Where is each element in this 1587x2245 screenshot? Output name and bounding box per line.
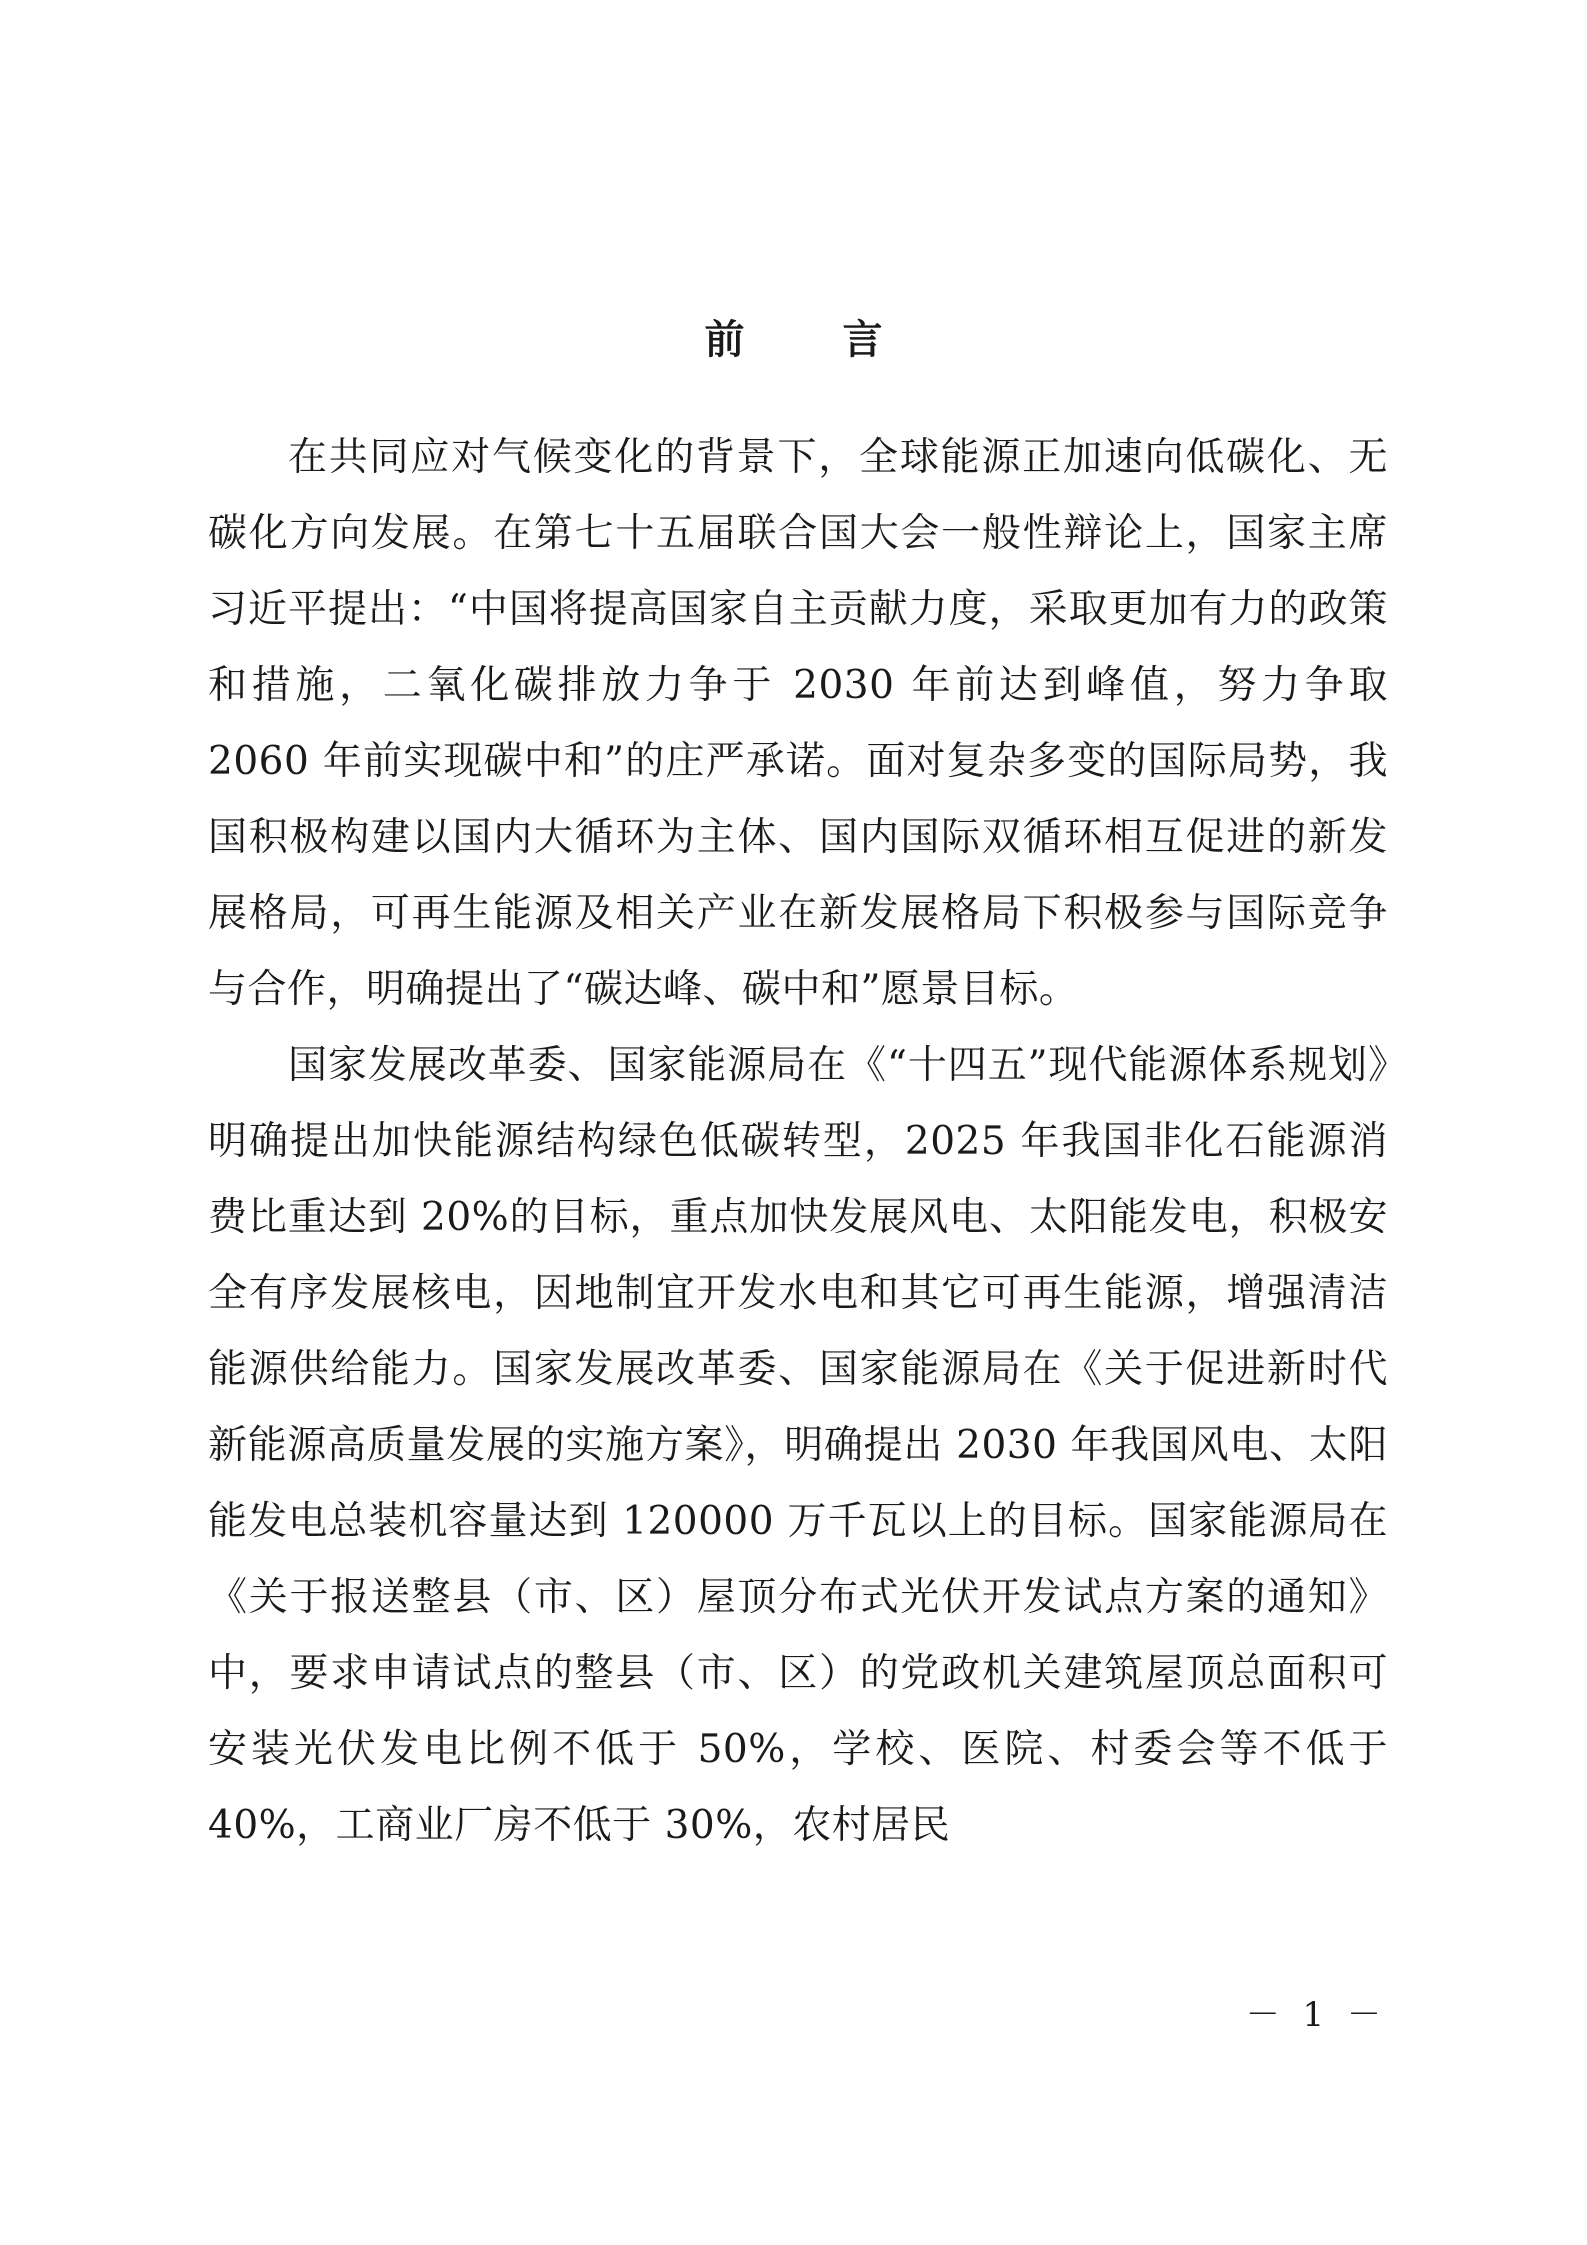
page-number: － 1 － [1245,1995,1387,2035]
page-title: 前 言 [704,316,925,363]
paragraph-preface-1: 在共同应对气候变化的背景下，全球能源正加速向低碳化、无碳化方向发展。在第七十五届联合国大会一般性辩论上，国家主席习近平提出：“中国将提高国家自主贡献力度，采取更加有力的政策和措施，二氧化碳排放力争于 2030 年前达到峰值，努力争取 2060 年前实现碳中和”的庄严承诺。面对复杂多变的国际局势，我国积极构建以国内大循环为主体、国内国际双循环相互促进的新发展格局，可再生能源及相关产业在新发展格局下积极参与国际竞争与合作，明确提出了“碳达峰、碳中和”愿景目标。 [208,435,1388,1012]
document-body [208,420,1388,1864]
paragraph-preface-2: 国家发展改革委、国家能源局在《“十四五”现代能源体系规划》明确提出加快能源结构绿色低碳转型，2025 年我国非化石能源消费比重达到 20%的目标，重点加快发展风电、太阳能发电，积极安全有序发展核电，因地制宜开发水电和其它可再生能源，增强清洁能源供给能力。国家发展改革委、国家能源局在《关于促进新时代新能源高质量发展的实施方案》，明确提出 2030 年我国风电、太阳能发电总装机容量达到 120000 万千瓦以上的目标。国家能源局在《关于报送整县（市、区）屋顶分布式光伏开发试点方案的通知》中，要求申请试点的整县（市、区）的党政机关建筑屋顶总面积可安装光伏发电比例不低于 50%，学校、医院、村委会等不低于 40%，工商业厂房不低于 30%，农村居民 [208,1043,1388,1848]
